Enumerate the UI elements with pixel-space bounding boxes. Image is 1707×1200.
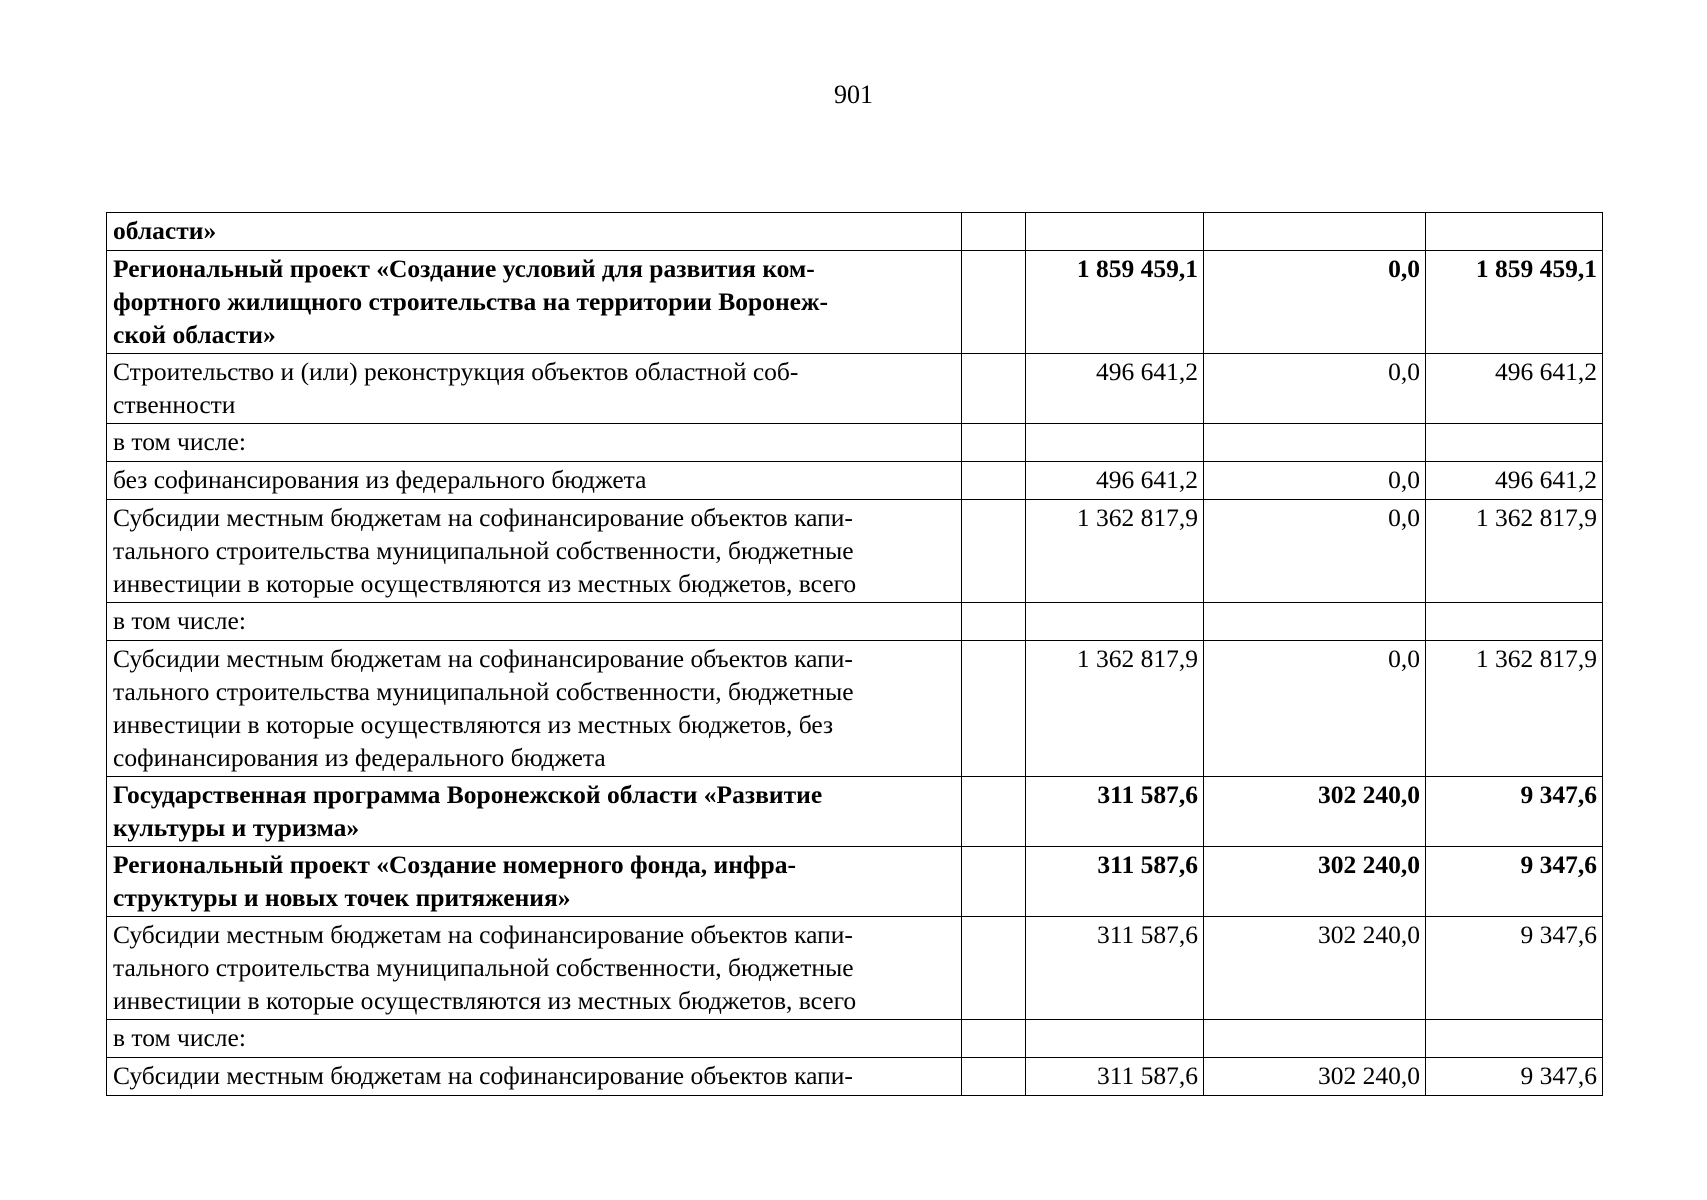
row-total-cell — [1026, 424, 1204, 462]
row-code-cell — [962, 847, 1026, 917]
row-regional-cell — [1426, 1020, 1603, 1058]
budget-table-body — [107, 213, 1603, 1096]
row-name-cell: Субсидии местным бюджетам на софинансирование объектов капи- — [107, 1058, 962, 1096]
row-regional-cell — [1426, 603, 1603, 641]
row-federal-cell — [1204, 424, 1426, 462]
row-name-cell: Субсидии местным бюджетам на софинансирование объектов капи- тального строительства муниципальной собственности, бюджетные инвестиции в которые осуществляются из местных бюджетов, всего — [107, 500, 962, 603]
row-federal-cell — [1204, 1020, 1426, 1058]
budget-table — [106, 212, 1603, 1096]
row-name-cell: в том числе: — [107, 603, 962, 641]
row-code-cell — [962, 1058, 1026, 1096]
row-name-cell: в том числе: — [107, 1020, 962, 1058]
table-row — [107, 213, 1603, 251]
row-federal-cell: 0,0 — [1204, 251, 1426, 354]
row-federal-cell: 302 240,0 — [1204, 1058, 1426, 1096]
row-regional-cell: 496 641,2 — [1426, 462, 1603, 500]
row-name-cell: Субсидии местным бюджетам на софинансирование объектов капи- тального строительства муниципальной собственности, бюджетные инвестиции в которые осуществляются из местных бюджетов, всего — [107, 917, 962, 1020]
row-total-cell: 1 859 459,1 — [1026, 251, 1204, 354]
row-federal-cell — [1204, 213, 1426, 251]
row-total-cell: 1 362 817,9 — [1026, 641, 1204, 777]
row-regional-cell — [1426, 213, 1603, 251]
row-federal-cell: 0,0 — [1204, 354, 1426, 424]
row-federal-cell: 0,0 — [1204, 641, 1426, 777]
row-code-cell — [962, 603, 1026, 641]
row-code-cell — [962, 251, 1026, 354]
row-regional-cell: 9 347,6 — [1426, 847, 1603, 917]
row-code-cell — [962, 917, 1026, 1020]
row-regional-cell: 1 859 459,1 — [1426, 251, 1603, 354]
table-row — [107, 251, 1603, 354]
row-name-cell: Субсидии местным бюджетам на софинансирование объектов капи- тального строительства муниципальной собственности, бюджетные инвестиции в которые осуществляются из местных бюджетов, без софинансирования из федерального бюджета — [107, 641, 962, 777]
row-regional-cell: 9 347,6 — [1426, 1058, 1603, 1096]
row-name-cell: в том числе: — [107, 424, 962, 462]
row-total-cell: 496 641,2 — [1026, 354, 1204, 424]
row-regional-cell: 9 347,6 — [1426, 777, 1603, 847]
row-total-cell: 311 587,6 — [1026, 777, 1204, 847]
row-code-cell — [962, 354, 1026, 424]
table-row — [107, 641, 1603, 777]
row-federal-cell: 302 240,0 — [1204, 847, 1426, 917]
row-federal-cell: 0,0 — [1204, 462, 1426, 500]
table-row — [107, 1020, 1603, 1058]
row-total-cell — [1026, 213, 1204, 251]
row-name-cell: области» — [107, 213, 962, 251]
table-row — [107, 847, 1603, 917]
row-code-cell — [962, 641, 1026, 777]
table-row — [107, 917, 1603, 1020]
row-name-cell: Региональный проект «Создание номерного фонда, инфра- структуры и новых точек притяжения» — [107, 847, 962, 917]
table-row — [107, 500, 1603, 603]
row-regional-cell — [1426, 424, 1603, 462]
row-federal-cell: 302 240,0 — [1204, 917, 1426, 1020]
row-regional-cell: 9 347,6 — [1426, 917, 1603, 1020]
row-total-cell: 496 641,2 — [1026, 462, 1204, 500]
page-number: 901 — [834, 80, 873, 109]
row-name-cell: Строительство и (или) реконструкция объектов областной соб- ственности — [107, 354, 962, 424]
row-total-cell — [1026, 1020, 1204, 1058]
row-code-cell — [962, 424, 1026, 462]
row-code-cell — [962, 777, 1026, 847]
row-code-cell — [962, 500, 1026, 603]
row-federal-cell: 0,0 — [1204, 500, 1426, 603]
row-code-cell — [962, 1020, 1026, 1058]
row-federal-cell: 302 240,0 — [1204, 777, 1426, 847]
table-row — [107, 777, 1603, 847]
table-row — [107, 1058, 1603, 1096]
row-federal-cell — [1204, 603, 1426, 641]
row-name-cell: Государственная программа Воронежской области «Развитие культуры и туризма» — [107, 777, 962, 847]
table-row — [107, 462, 1603, 500]
row-total-cell: 311 587,6 — [1026, 1058, 1204, 1096]
row-code-cell — [962, 462, 1026, 500]
table-row — [107, 354, 1603, 424]
row-name-cell: Региональный проект «Создание условий для развития ком- фортного жилищного строительства на территории Воронеж- ской области» — [107, 251, 962, 354]
row-total-cell: 1 362 817,9 — [1026, 500, 1204, 603]
table-row — [107, 603, 1603, 641]
row-total-cell: 311 587,6 — [1026, 917, 1204, 1020]
row-total-cell: 311 587,6 — [1026, 847, 1204, 917]
row-code-cell — [962, 213, 1026, 251]
row-regional-cell: 1 362 817,9 — [1426, 500, 1603, 603]
row-regional-cell: 496 641,2 — [1426, 354, 1603, 424]
row-name-cell: без софинансирования из федерального бюджета — [107, 462, 962, 500]
row-total-cell — [1026, 603, 1204, 641]
row-regional-cell: 1 362 817,9 — [1426, 641, 1603, 777]
table-row — [107, 424, 1603, 462]
